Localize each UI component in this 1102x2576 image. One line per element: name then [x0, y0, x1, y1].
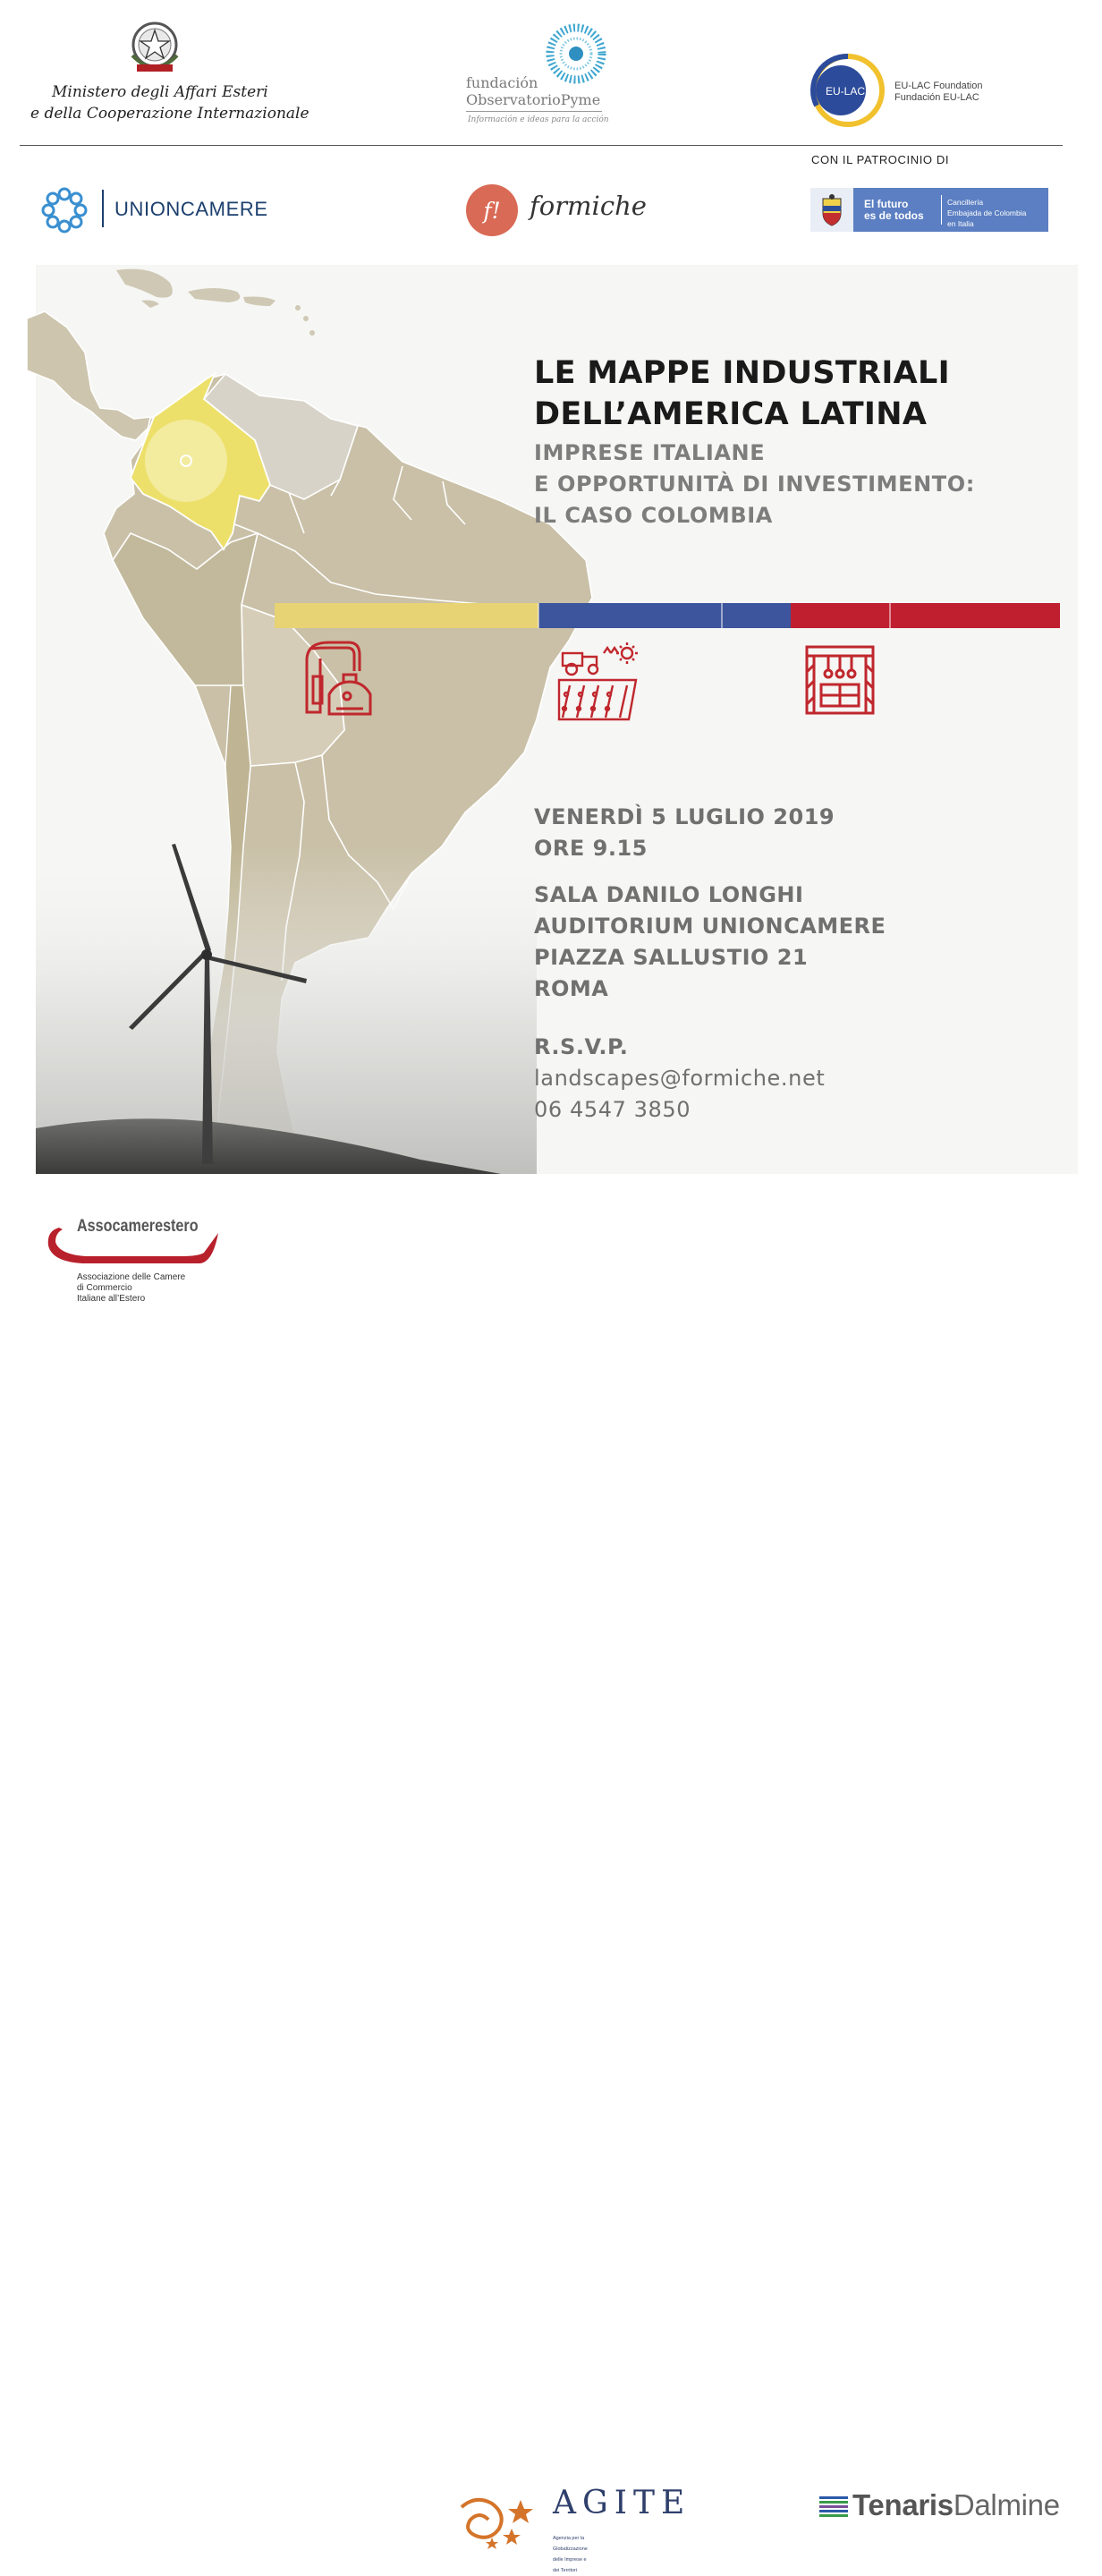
observatorio-tagline: Información e ideas para la acción	[468, 115, 609, 124]
flag-color-bar	[275, 603, 1060, 628]
header-divider	[20, 145, 1063, 146]
agite-logo-icon	[453, 2493, 542, 2550]
assoc-sub-line-1: Associazione delle Camere	[77, 1272, 186, 1282]
colombia-embassy-badge	[810, 188, 1048, 232]
patrocinio-label: CON IL PATROCINIO DI	[811, 153, 950, 166]
agite-subtitle: Agenzia per la Globalizzazione delle Imprese e dei Territori	[553, 2536, 588, 2573]
event-subtitle-line-3: IL CASO COLOMBIA	[534, 503, 773, 528]
colombia-shield-box	[810, 188, 853, 232]
event-venue	[534, 880, 886, 1005]
venue-line-1: SALA DANILO LONGHI	[534, 882, 804, 907]
eulac-badge-text: EU-LAC	[825, 85, 866, 98]
venue-line-4: ROMA	[534, 976, 609, 1001]
formiche-wordmark: formiche	[530, 191, 647, 221]
tenaris-logo-icon	[819, 2496, 848, 2520]
formiche-mark-text: f!	[483, 198, 501, 224]
colombia-sub-line-3: en Italia	[947, 219, 974, 228]
central-america	[27, 311, 150, 440]
caribbean-islands	[116, 269, 315, 336]
event-title-line-2: DELL’AMERICA LATINA	[534, 396, 928, 432]
assocamerestero-wordmark: Assocamerestero	[77, 1217, 199, 1236]
event-datetime	[534, 802, 835, 864]
rsvp-phone: 06 4547 3850	[534, 1097, 691, 1122]
colombia-sub-line-1: Cancillería	[947, 198, 984, 207]
agite-wordmark: AGITE	[553, 2485, 691, 2521]
color-bar-blue	[538, 603, 791, 628]
colombia-main-line-1: El futuro	[864, 198, 909, 210]
event-date: VENERDÌ 5 LUGLIO 2019	[534, 804, 835, 829]
unioncamere-separator	[102, 190, 104, 227]
ministero-line-2: e della Cooperazione Internazionale	[30, 105, 309, 123]
observatorio-line-2: ObservatorioPyme	[466, 91, 601, 108]
assoc-sub-line-3: Italiane all’Estero	[77, 1294, 146, 1304]
eulac-logo-icon	[810, 52, 886, 129]
color-bar-yellow	[275, 603, 538, 628]
observatorio-line-1: fundación	[466, 74, 538, 91]
unioncamere-wordmark: UNIONCAMERE	[114, 198, 268, 220]
assoc-sub-line-2: di Commercio	[77, 1283, 132, 1293]
color-bar-red	[791, 603, 1060, 628]
observatorio-rule	[466, 111, 602, 112]
venue-line-2: AUDITORIUM UNIONCAMERE	[534, 914, 886, 939]
colombia-focus-circle	[145, 420, 227, 502]
unioncamere-logo-icon	[40, 186, 89, 234]
agriculture-icon	[559, 642, 638, 719]
event-time: ORE 9.15	[534, 836, 648, 861]
italian-republic-emblem-icon	[127, 20, 182, 79]
colombia-coat-of-arms-icon	[819, 193, 844, 226]
ministero-line-1: Ministero degli Affari Esteri	[52, 83, 268, 101]
event-title	[534, 353, 950, 435]
formiche-logo-icon	[465, 183, 519, 237]
venue-line-3: PIAZZA SALLUSTIO 21	[534, 945, 809, 970]
eulac-line-2: Fundación EU-LAC	[894, 92, 979, 103]
tenaris-bold: Tenaris	[852, 2488, 954, 2521]
eulac-line-1: EU-LAC Foundation	[894, 81, 983, 91]
tenaris-wordmark	[852, 2488, 1060, 2521]
factory-icon	[807, 647, 873, 713]
rsvp-label: R.S.V.P.	[534, 1034, 629, 1059]
assocamerestero-subtitle	[77, 1272, 1060, 2573]
event-title-line-1: LE MAPPE INDUSTRIALI	[534, 355, 950, 391]
event-subtitle-line-2: E OPPORTUNITÀ DI INVESTIMENTO:	[534, 472, 975, 497]
observatorio-logo-icon	[544, 21, 608, 86]
colombia-badge-separator	[941, 195, 942, 225]
event-subtitle	[534, 438, 975, 531]
event-subtitle-line-1: IMPRESE ITALIANE	[534, 440, 766, 465]
rsvp-email-link[interactable]: landscapes@formiche.net	[534, 1066, 826, 1091]
colombia-sub-line-2: Embajada de Colombia	[947, 208, 1027, 217]
tenaris-light: Dalmine	[953, 2488, 1060, 2521]
colombia-main-line-2: es de todos	[864, 209, 924, 222]
